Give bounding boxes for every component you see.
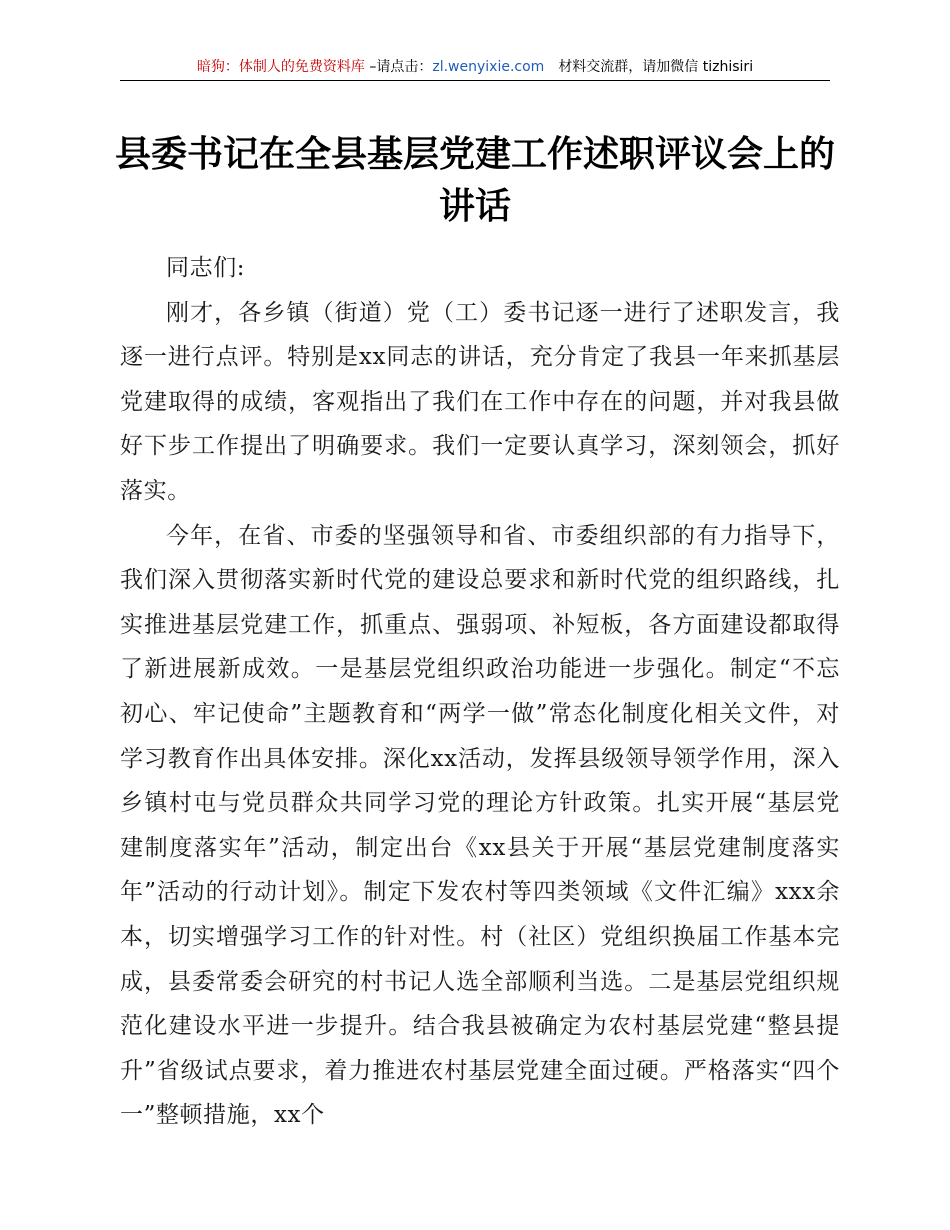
paragraph-2: 今年，在省、市委的坚强领导和省、市委组织部的有力指导下，我们深入贯彻落实新时代党的建设总要求和新时代党的组织路线，扎实推进基层党建工作，抓重点、强弱项、补短板，各方面建设都取得了新进展新成效。一是基层党组织政治功能进一步强化。制定“不忘初心、牢记使命”主题教育和“两学一做”常态化制度化相关文件，对学习教育作出具体安排。深化xx活动，发挥县级领导领学作用，深入乡镇村屯与党员群众共同学习党的理论方针政策。扎实开展“基层党建制度落实年”活动，制定出台《xx县关于开展“基层党建制度落实年”活动的行动计划》。制定下发农村等四类领域《文件汇编》xxx余本，切实增强学习工作的针对性。村（社区）党组织换届工作基本完成，县委常委会研究的村书记人选全部顺利当选。二是基层党组织规范化建设水平进一步提升。结合我县被确定为农村基层党建“整县提升”省级试点要求，着力推进农村基层党建全面过硬。严格落实“四个一”整顿措施，xx个 [120, 522, 840, 1129]
document-body [120, 246, 840, 1138]
header-group-info: 材料交流群，请加微信 tizhisiri [558, 59, 754, 75]
header-prompt: –请点击： [364, 59, 433, 75]
document-title: 县委书记在全县基层党建工作述职评议会上的讲话 [114, 133, 835, 227]
salutation: 同志们: [166, 255, 246, 281]
paragraph-1: 刚才，各乡镇（街道）党（工）委书记逐一进行了述职发言，我逐一进行点评。特别是xx同志的讲话，充分肯定了我县一年来抓基层党建取得的成绩，客观指出了我们在工作中存在的问题，并对我县做好下步工作提出了明确要求。我们一定要认真学习，深刻领会，抓好落实。 [120, 299, 840, 504]
page-header [120, 56, 830, 81]
header-url-link[interactable]: zl.wenyixie.com [432, 59, 545, 75]
header-brand: 暗狗：体制人的免费资料库 [196, 59, 365, 75]
